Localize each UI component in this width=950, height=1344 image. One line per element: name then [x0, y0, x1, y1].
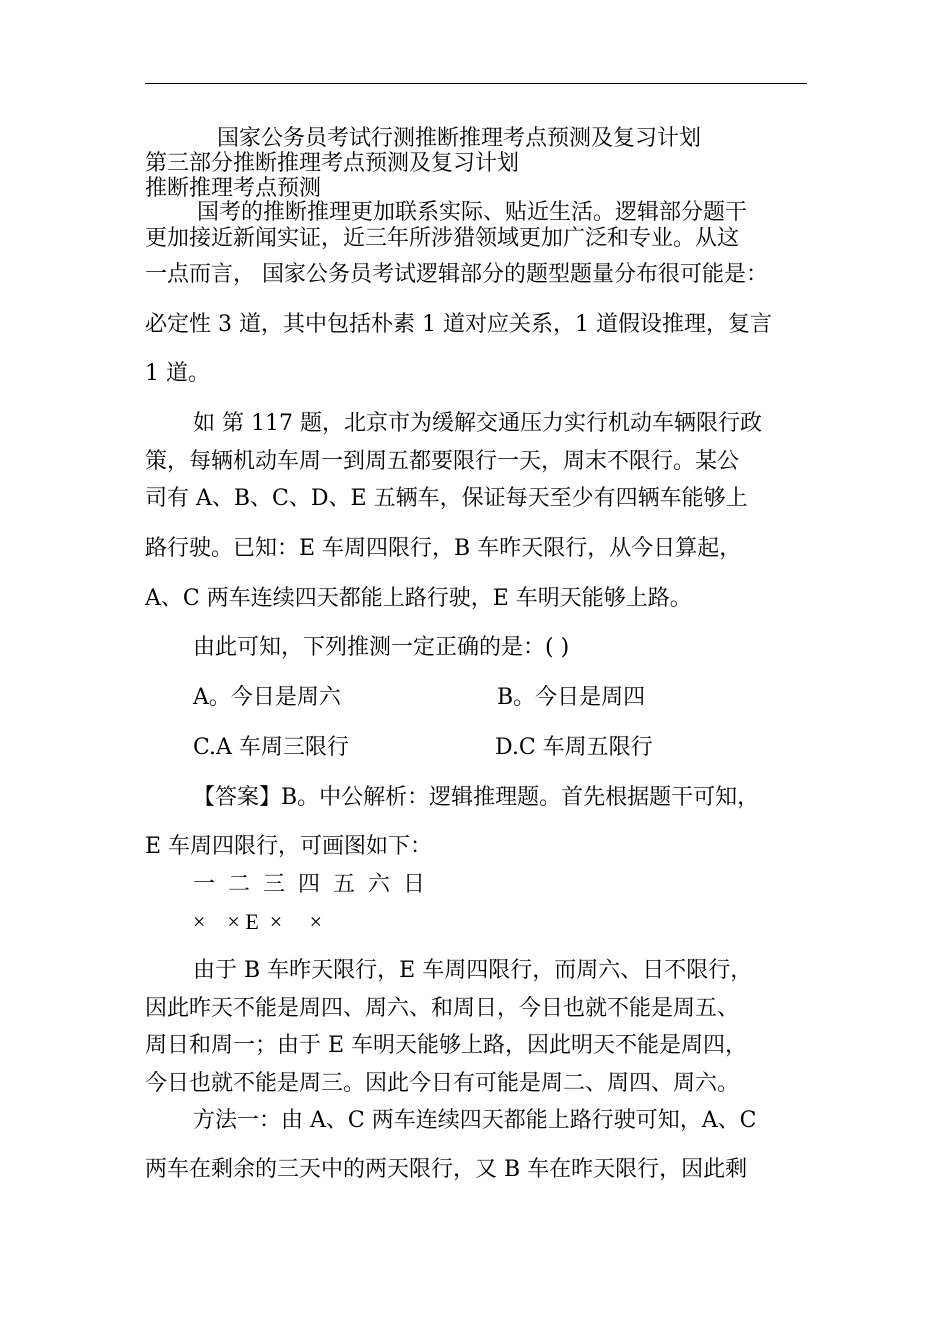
option-d: D.C 车周五限行: [495, 735, 653, 760]
option-a: A。今日是周六: [193, 685, 341, 710]
paragraph-1-line-5: 1 道。: [145, 361, 210, 386]
weekday-row: 一 二 三 四 五 六 日: [193, 872, 425, 897]
restriction-marks-row: × × E × ×: [193, 909, 323, 934]
paragraph-3-line-1: 由于 B 车昨天限行，E 车周四限行，而周六、日不限行，: [193, 958, 753, 983]
paragraph-2-line-3: 司有 A、B、C、D、E 五辆车，保证每天至少有四辆车能够上: [145, 486, 748, 511]
paragraph-4-line-1: 方法一：由 A、C 两车连续四天都能上路行驶可知，A、C: [193, 1108, 757, 1133]
document-title: 国家公务员考试行测推断推理考点预测及复习计划: [217, 126, 702, 151]
paragraph-1-line-2: 更加接近新闻实证，近三年所涉猎领域更加广泛和专业。从这: [145, 226, 740, 251]
paragraph-1-line-1: 国考的推断推理更加联系实际、贴近生活。逻辑部分题干: [197, 200, 748, 225]
paragraph-2-line-2: 策，每辆机动车周一到周五都要限行一天，周末不限行。某公: [145, 449, 740, 474]
paragraph-3-line-4: 今日也就不能是周三。因此今日有可能是周二、周四、周六。: [145, 1071, 740, 1096]
paragraph-3-line-3: 周日和周一；由于 E 车明天能够上路，因此明天不能是周四，: [145, 1033, 748, 1058]
paragraph-1-line-4: 必定性 3 道，其中包括朴素 1 道对应关系，1 道假设推理，复言: [145, 312, 772, 337]
option-b: B。今日是周四: [497, 685, 646, 710]
paragraph-2-line-5: A、C 两车连续四天都能上路行驶，E 车明天能够上路。: [145, 586, 692, 611]
part-heading: 第三部分推断推理考点预测及复习计划: [145, 151, 520, 176]
paragraph-4-line-2: 两车在剩余的三天中的两天限行，又 B 车在昨天限行，因此剩: [145, 1157, 748, 1182]
section-heading: 推断推理考点预测: [145, 176, 322, 201]
answer-line-2: E 车周四限行，可画图如下：: [145, 834, 433, 859]
option-c: C.A 车周三限行: [193, 735, 349, 760]
answer-line-1: 【答案】B。中公解析：逻辑推理题。首先根据题干可知，: [193, 785, 760, 810]
paragraph-3-line-2: 因此昨天不能是周四、周六、和周日，今日也就不能是周五、: [145, 996, 740, 1021]
paragraph-2-line-1: 如 第 117 题，北京市为缓解交通压力实行机动车辆限行政: [193, 411, 762, 436]
header-rule: [145, 83, 807, 84]
paragraph-2-line-4: 路行驶。已知：E 车周四限行，B 车昨天限行，从今日算起，: [145, 536, 742, 561]
question-stem: 由此可知，下列推测一定正确的是：( ): [193, 635, 570, 660]
paragraph-1-line-3: 一点而言， 国家公务员考试逻辑部分的题型题量分布很可能是：: [145, 262, 768, 287]
